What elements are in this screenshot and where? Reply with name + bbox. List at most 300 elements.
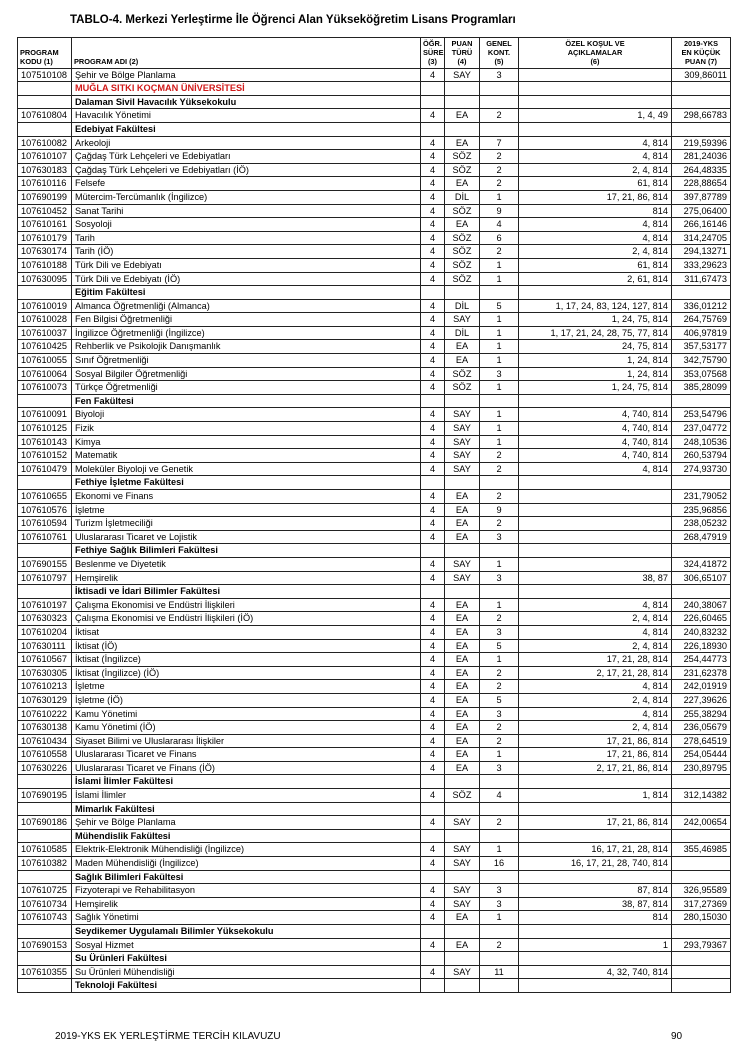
program-duration: 4 xyxy=(421,299,445,313)
program-row xyxy=(18,612,731,626)
program-score-type: SAY xyxy=(445,313,480,327)
program-duration: 4 xyxy=(421,326,445,340)
program-quota: 1 xyxy=(480,598,519,612)
faculty-name: Mimarlık Fakültesi xyxy=(72,802,421,816)
program-duration: 4 xyxy=(421,517,445,531)
program-code: 107690195 xyxy=(18,789,72,803)
program-quota: 3 xyxy=(480,571,519,585)
faculty-row xyxy=(18,870,731,884)
program-code: 107610734 xyxy=(18,897,72,911)
program-name: Çağdaş Türk Lehçeleri ve Edebiyatları xyxy=(72,150,421,164)
program-score-type: EA xyxy=(445,693,480,707)
program-score-type: EA xyxy=(445,109,480,123)
program-row xyxy=(18,299,731,313)
program-code: 107610091 xyxy=(18,408,72,422)
program-conditions: 2, 4, 814 xyxy=(519,612,672,626)
empty-cell xyxy=(519,802,672,816)
program-score-type: EA xyxy=(445,734,480,748)
program-quota: 2 xyxy=(480,517,519,531)
program-score-type: SÖZ xyxy=(445,163,480,177)
program-min-score: 253,54796 xyxy=(672,408,731,422)
program-row xyxy=(18,177,731,191)
empty-cell xyxy=(421,286,445,300)
program-min-score: 397,87789 xyxy=(672,190,731,204)
program-name: Kamu Yönetimi xyxy=(72,707,421,721)
faculty-row xyxy=(18,775,731,789)
program-code: 107610655 xyxy=(18,490,72,504)
program-score-type: SÖZ xyxy=(445,258,480,272)
program-duration: 4 xyxy=(421,625,445,639)
program-code: 107610479 xyxy=(18,462,72,476)
program-code: 107610037 xyxy=(18,326,72,340)
program-code: 107610125 xyxy=(18,422,72,436)
program-conditions: 17, 21, 86, 814 xyxy=(519,734,672,748)
program-conditions: 814 xyxy=(519,204,672,218)
empty-cell xyxy=(672,122,731,136)
program-score-type: SAY xyxy=(445,462,480,476)
program-name: Arkeoloji xyxy=(72,136,421,150)
program-conditions: 24, 75, 814 xyxy=(519,340,672,354)
program-row xyxy=(18,136,731,150)
program-code: 107610143 xyxy=(18,435,72,449)
program-quota: 3 xyxy=(480,68,519,82)
program-quota: 3 xyxy=(480,884,519,898)
empty-cell xyxy=(421,925,445,939)
program-name: Matematik xyxy=(72,449,421,463)
program-score-type: EA xyxy=(445,177,480,191)
empty-cell xyxy=(18,775,72,789)
program-quota: 1 xyxy=(480,843,519,857)
program-name: Tarih xyxy=(72,231,421,245)
empty-cell xyxy=(672,979,731,993)
program-quota: 5 xyxy=(480,299,519,313)
program-min-score: 309,86011 xyxy=(672,68,731,82)
empty-cell xyxy=(421,870,445,884)
program-score-type: SAY xyxy=(445,422,480,436)
program-score-type: EA xyxy=(445,666,480,680)
program-conditions: 17, 21, 86, 814 xyxy=(519,748,672,762)
program-duration: 4 xyxy=(421,462,445,476)
program-quota: 3 xyxy=(480,761,519,775)
program-conditions: 17, 21, 28, 814 xyxy=(519,653,672,667)
program-duration: 4 xyxy=(421,653,445,667)
program-name: İktisat (İÖ) xyxy=(72,639,421,653)
program-row xyxy=(18,693,731,707)
program-name: Türk Dili ve Edebiyatı (İÖ) xyxy=(72,272,421,286)
program-name: Almanca Öğretmenliği (Almanca) xyxy=(72,299,421,313)
program-duration: 4 xyxy=(421,258,445,272)
faculty-row xyxy=(18,925,731,939)
program-min-score: 236,05679 xyxy=(672,721,731,735)
program-row xyxy=(18,857,731,871)
program-duration: 4 xyxy=(421,761,445,775)
program-score-type: SAY xyxy=(445,449,480,463)
faculty-row xyxy=(18,979,731,993)
faculty-name: Teknoloji Fakültesi xyxy=(72,979,421,993)
program-conditions: 4, 814 xyxy=(519,231,672,245)
program-quota: 1 xyxy=(480,748,519,762)
faculty-name: Fen Fakültesi xyxy=(72,394,421,408)
empty-cell xyxy=(480,952,519,966)
program-min-score: 333,29623 xyxy=(672,258,731,272)
program-conditions: 16, 17, 21, 28, 814 xyxy=(519,843,672,857)
empty-cell xyxy=(480,870,519,884)
program-duration: 4 xyxy=(421,449,445,463)
program-duration: 4 xyxy=(421,68,445,82)
program-row xyxy=(18,843,731,857)
empty-cell xyxy=(519,585,672,599)
program-min-score: 353,07568 xyxy=(672,367,731,381)
empty-cell xyxy=(445,394,480,408)
program-code: 107610567 xyxy=(18,653,72,667)
program-row xyxy=(18,422,731,436)
program-quota: 1 xyxy=(480,408,519,422)
empty-cell xyxy=(445,122,480,136)
empty-cell xyxy=(18,476,72,490)
program-name: Kamu Yönetimi (İÖ) xyxy=(72,721,421,735)
program-duration: 4 xyxy=(421,707,445,721)
program-row xyxy=(18,367,731,381)
program-row xyxy=(18,218,731,232)
program-quota: 11 xyxy=(480,965,519,979)
program-quota: 1 xyxy=(480,340,519,354)
program-min-score: 242,01919 xyxy=(672,680,731,694)
program-name: İslami İlimler xyxy=(72,789,421,803)
university-name: MUĞLA SITKI KOÇMAN ÜNİVERSİTESİ xyxy=(72,82,421,96)
program-conditions: 4, 814 xyxy=(519,625,672,639)
program-min-score: 275,06400 xyxy=(672,204,731,218)
program-min-score: 311,67473 xyxy=(672,272,731,286)
program-quota: 2 xyxy=(480,490,519,504)
program-conditions: 2, 17, 21, 86, 814 xyxy=(519,761,672,775)
program-quota: 1 xyxy=(480,354,519,368)
program-duration: 4 xyxy=(421,639,445,653)
faculty-row xyxy=(18,952,731,966)
program-score-type: EA xyxy=(445,503,480,517)
empty-cell xyxy=(421,802,445,816)
program-row xyxy=(18,938,731,952)
header-conditions: ÖZEL KOŞUL VE AÇIKLAMALAR (6) xyxy=(519,38,672,69)
program-row xyxy=(18,381,731,395)
program-row xyxy=(18,204,731,218)
program-code: 107610585 xyxy=(18,843,72,857)
program-row xyxy=(18,530,731,544)
program-conditions xyxy=(519,530,672,544)
faculty-name: Su Ürünleri Fakültesi xyxy=(72,952,421,966)
program-code: 107610213 xyxy=(18,680,72,694)
program-score-type: SÖZ xyxy=(445,367,480,381)
program-row xyxy=(18,789,731,803)
program-quota: 2 xyxy=(480,734,519,748)
program-score-type: SÖZ xyxy=(445,231,480,245)
program-row xyxy=(18,680,731,694)
program-name: Fizyoterapi ve Rehabilitasyon xyxy=(72,884,421,898)
empty-cell xyxy=(445,82,480,96)
program-code: 107610222 xyxy=(18,707,72,721)
program-conditions: 2, 61, 814 xyxy=(519,272,672,286)
program-code: 107630129 xyxy=(18,693,72,707)
program-duration: 4 xyxy=(421,163,445,177)
empty-cell xyxy=(519,82,672,96)
page-number: 90 xyxy=(671,1031,683,1042)
program-code: 107610082 xyxy=(18,136,72,150)
empty-cell xyxy=(480,925,519,939)
program-conditions: 1, 24, 814 xyxy=(519,367,672,381)
program-score-type: SAY xyxy=(445,884,480,898)
program-row xyxy=(18,721,731,735)
program-name: Türkçe Öğretmenliği xyxy=(72,381,421,395)
program-name: Elektrik-Elektronik Mühendisliği (İngilizce) xyxy=(72,843,421,857)
faculty-name: Seydikemer Uygulamalı Bilimler Yüksekokulu xyxy=(72,925,421,939)
empty-cell xyxy=(18,979,72,993)
program-duration: 4 xyxy=(421,734,445,748)
program-code: 107610434 xyxy=(18,734,72,748)
program-conditions: 1, 17, 24, 83, 124, 127, 814 xyxy=(519,299,672,313)
program-duration: 4 xyxy=(421,571,445,585)
empty-cell xyxy=(445,979,480,993)
faculty-row xyxy=(18,802,731,816)
program-code: 107610055 xyxy=(18,354,72,368)
program-score-type: SÖZ xyxy=(445,272,480,286)
empty-cell xyxy=(421,82,445,96)
program-conditions: 814 xyxy=(519,911,672,925)
program-min-score: 230,89795 xyxy=(672,761,731,775)
program-code: 107610161 xyxy=(18,218,72,232)
program-min-score: 326,95589 xyxy=(672,884,731,898)
program-min-score: 235,96856 xyxy=(672,503,731,517)
empty-cell xyxy=(480,122,519,136)
programs-table xyxy=(17,37,731,993)
program-min-score: 231,62378 xyxy=(672,666,731,680)
program-duration: 4 xyxy=(421,843,445,857)
program-name: Çağdaş Türk Lehçeleri ve Edebiyatları (İÖ) xyxy=(72,163,421,177)
program-conditions: 4, 740, 814 xyxy=(519,449,672,463)
program-conditions: 2, 4, 814 xyxy=(519,639,672,653)
program-score-type: EA xyxy=(445,707,480,721)
program-name: Felsefe xyxy=(72,177,421,191)
program-duration: 4 xyxy=(421,693,445,707)
program-score-type: SAY xyxy=(445,897,480,911)
program-code: 107610743 xyxy=(18,911,72,925)
empty-cell xyxy=(672,829,731,843)
program-score-type: SAY xyxy=(445,68,480,82)
program-score-type: SAY xyxy=(445,557,480,571)
program-row xyxy=(18,462,731,476)
program-row xyxy=(18,163,731,177)
program-score-type: SÖZ xyxy=(445,150,480,164)
empty-cell xyxy=(519,979,672,993)
program-name: Mütercim-Tercümanlık (İngilizce) xyxy=(72,190,421,204)
program-conditions: 4, 740, 814 xyxy=(519,408,672,422)
empty-cell xyxy=(672,870,731,884)
program-min-score: 314,24705 xyxy=(672,231,731,245)
program-score-type: EA xyxy=(445,612,480,626)
program-row xyxy=(18,571,731,585)
program-quota: 1 xyxy=(480,326,519,340)
program-row xyxy=(18,884,731,898)
program-quota: 2 xyxy=(480,177,519,191)
program-quota: 2 xyxy=(480,680,519,694)
program-row xyxy=(18,965,731,979)
program-quota: 2 xyxy=(480,938,519,952)
program-name: Maden Mühendisliği (İngilizce) xyxy=(72,857,421,871)
empty-cell xyxy=(421,95,445,109)
empty-cell xyxy=(480,476,519,490)
program-code: 107630226 xyxy=(18,761,72,775)
empty-cell xyxy=(18,544,72,558)
program-code: 107610725 xyxy=(18,884,72,898)
program-quota: 2 xyxy=(480,462,519,476)
program-min-score: 281,24036 xyxy=(672,150,731,164)
program-min-score: 226,60465 xyxy=(672,612,731,626)
faculty-row xyxy=(18,95,731,109)
program-code: 107510108 xyxy=(18,68,72,82)
program-duration: 4 xyxy=(421,938,445,952)
program-code: 107610179 xyxy=(18,231,72,245)
program-code: 107610797 xyxy=(18,571,72,585)
program-code: 107610382 xyxy=(18,857,72,871)
program-duration: 4 xyxy=(421,150,445,164)
empty-cell xyxy=(480,802,519,816)
footer-guide-title: 2019-YKS EK YERLEŞTİRME TERCİH KILAVUZU xyxy=(55,1031,281,1042)
program-code: 107610188 xyxy=(18,258,72,272)
program-min-score: 255,38294 xyxy=(672,707,731,721)
program-score-type: EA xyxy=(445,680,480,694)
program-duration: 4 xyxy=(421,503,445,517)
program-duration: 4 xyxy=(421,557,445,571)
program-row xyxy=(18,435,731,449)
faculty-name: Sağlık Bilimleri Fakültesi xyxy=(72,870,421,884)
program-conditions: 61, 814 xyxy=(519,177,672,191)
program-row xyxy=(18,231,731,245)
program-min-score: 254,05444 xyxy=(672,748,731,762)
empty-cell xyxy=(480,775,519,789)
program-conditions: 2, 4, 814 xyxy=(519,163,672,177)
program-duration: 4 xyxy=(421,965,445,979)
program-quota: 2 xyxy=(480,816,519,830)
program-score-type: EA xyxy=(445,530,480,544)
program-min-score: 240,83232 xyxy=(672,625,731,639)
program-min-score xyxy=(672,857,731,871)
program-name: Sosyal Bilgiler Öğretmenliği xyxy=(72,367,421,381)
program-min-score: 357,53177 xyxy=(672,340,731,354)
empty-cell xyxy=(445,544,480,558)
empty-cell xyxy=(445,95,480,109)
program-row xyxy=(18,639,731,653)
program-conditions: 16, 17, 21, 28, 740, 814 xyxy=(519,857,672,871)
program-score-type: SÖZ xyxy=(445,245,480,259)
empty-cell xyxy=(672,394,731,408)
program-conditions xyxy=(519,557,672,571)
program-quota: 5 xyxy=(480,639,519,653)
program-conditions: 4, 814 xyxy=(519,462,672,476)
program-score-type: SAY xyxy=(445,843,480,857)
program-name: Şehir ve Bölge Planlama xyxy=(72,68,421,82)
program-name: Uluslararası Ticaret ve Finans (İÖ) xyxy=(72,761,421,775)
program-quota: 2 xyxy=(480,150,519,164)
program-conditions: 4, 814 xyxy=(519,150,672,164)
program-code: 107630174 xyxy=(18,245,72,259)
program-duration: 4 xyxy=(421,367,445,381)
empty-cell xyxy=(445,802,480,816)
program-score-type: SAY xyxy=(445,857,480,871)
program-conditions: 1, 814 xyxy=(519,789,672,803)
program-quota: 3 xyxy=(480,367,519,381)
program-conditions: 1 xyxy=(519,938,672,952)
program-row xyxy=(18,761,731,775)
program-code: 107610425 xyxy=(18,340,72,354)
program-conditions: 17, 21, 86, 814 xyxy=(519,816,672,830)
empty-cell xyxy=(519,394,672,408)
program-duration: 4 xyxy=(421,884,445,898)
program-min-score: 264,75769 xyxy=(672,313,731,327)
empty-cell xyxy=(18,585,72,599)
program-row xyxy=(18,340,731,354)
program-code: 107610204 xyxy=(18,625,72,639)
faculty-name: Fethiye Sağlık Bilimleri Fakültesi xyxy=(72,544,421,558)
faculty-row xyxy=(18,122,731,136)
empty-cell xyxy=(480,544,519,558)
empty-cell xyxy=(480,95,519,109)
empty-cell xyxy=(445,585,480,599)
empty-cell xyxy=(672,476,731,490)
program-name: Hemşirelik xyxy=(72,897,421,911)
header-min-score: 2019-YKS EN KÜÇÜK PUAN (7) xyxy=(672,38,731,69)
program-code: 107690155 xyxy=(18,557,72,571)
empty-cell xyxy=(672,286,731,300)
empty-cell xyxy=(421,476,445,490)
header-row xyxy=(18,38,731,69)
program-name: Biyoloji xyxy=(72,408,421,422)
program-row xyxy=(18,408,731,422)
program-duration: 4 xyxy=(421,422,445,436)
program-duration: 4 xyxy=(421,408,445,422)
table-body xyxy=(18,68,731,992)
faculty-row xyxy=(18,585,731,599)
program-code: 107610761 xyxy=(18,530,72,544)
program-score-type: SÖZ xyxy=(445,789,480,803)
program-duration: 4 xyxy=(421,231,445,245)
empty-cell xyxy=(421,775,445,789)
program-min-score: 406,97819 xyxy=(672,326,731,340)
faculty-name: Dalaman Sivil Havacılık Yüksekokulu xyxy=(72,95,421,109)
program-row xyxy=(18,272,731,286)
program-code: 107630305 xyxy=(18,666,72,680)
program-min-score: 228,88654 xyxy=(672,177,731,191)
program-min-score: 336,01212 xyxy=(672,299,731,313)
empty-cell xyxy=(421,952,445,966)
program-name: Sosyal Hizmet xyxy=(72,938,421,952)
empty-cell xyxy=(18,802,72,816)
program-code: 107610116 xyxy=(18,177,72,191)
program-conditions: 61, 814 xyxy=(519,258,672,272)
program-quota: 3 xyxy=(480,530,519,544)
program-name: Havacılık Yönetimi xyxy=(72,109,421,123)
empty-cell xyxy=(672,95,731,109)
program-quota: 2 xyxy=(480,109,519,123)
program-conditions: 2, 4, 814 xyxy=(519,245,672,259)
empty-cell xyxy=(18,82,72,96)
empty-cell xyxy=(519,870,672,884)
empty-cell xyxy=(445,476,480,490)
program-min-score: 280,15030 xyxy=(672,911,731,925)
program-score-type: DİL xyxy=(445,326,480,340)
program-quota: 2 xyxy=(480,245,519,259)
program-name: Rehberlik ve Psikolojik Danışmanlık xyxy=(72,340,421,354)
program-code: 107610594 xyxy=(18,517,72,531)
program-row xyxy=(18,625,731,639)
program-quota: 1 xyxy=(480,190,519,204)
